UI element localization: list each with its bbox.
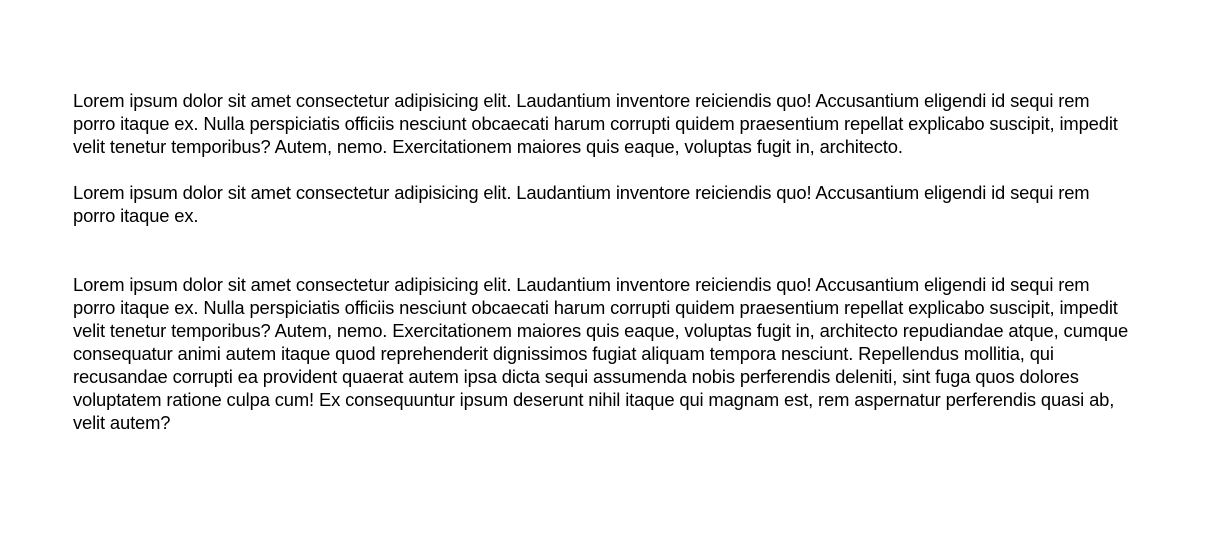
paragraph-1: Lorem ipsum dolor sit amet consectetur adipisicing elit. Laudantium inventore reiciendis quo! Accusantium eligendi id sequi rem porro itaque ex. Nulla perspiciatis officiis nesciunt obcaecati harum corrupti quidem praesentium repellat explicabo suscipit, impedit velit tenetur temporibus? Autem, nemo. Exercitationem maiores quis eaque, voluptas fugit in, architecto. — [73, 90, 1118, 157]
document-body — [73, 89, 1133, 434]
paragraph-2: Lorem ipsum dolor sit amet consectetur adipisicing elit. Laudantium inventore reiciendis quo! Accusantium eligendi id sequi rem porro itaque ex. — [73, 182, 1090, 226]
paragraph-3: Lorem ipsum dolor sit amet consectetur adipisicing elit. Laudantium inventore reiciendis quo! Accusantium eligendi id sequi rem porro itaque ex. Nulla perspiciatis officiis nesciunt obcaecati harum corrupti quidem praesentium repellat explicabo suscipit, impedit velit tenetur temporibus? Autem, nemo. Exercitationem maiores quis eaque, voluptas fugit in, architecto repudiandae atque, cumque consequatur animi autem itaque quod reprehenderit dignissimos fugiat aliquam tempora nesciunt. Repellendus mollitia, qui recusandae corrupti ea provident quaerat autem ipsa dicta sequi assumenda nobis perferendis deleniti, sint fuga quos dolores voluptatem ratione culpa cum! Ex consequuntur ipsum deserunt nihil itaque qui magnam est, rem aspernatur perferendis quasi ab, velit autem? — [73, 274, 1129, 433]
